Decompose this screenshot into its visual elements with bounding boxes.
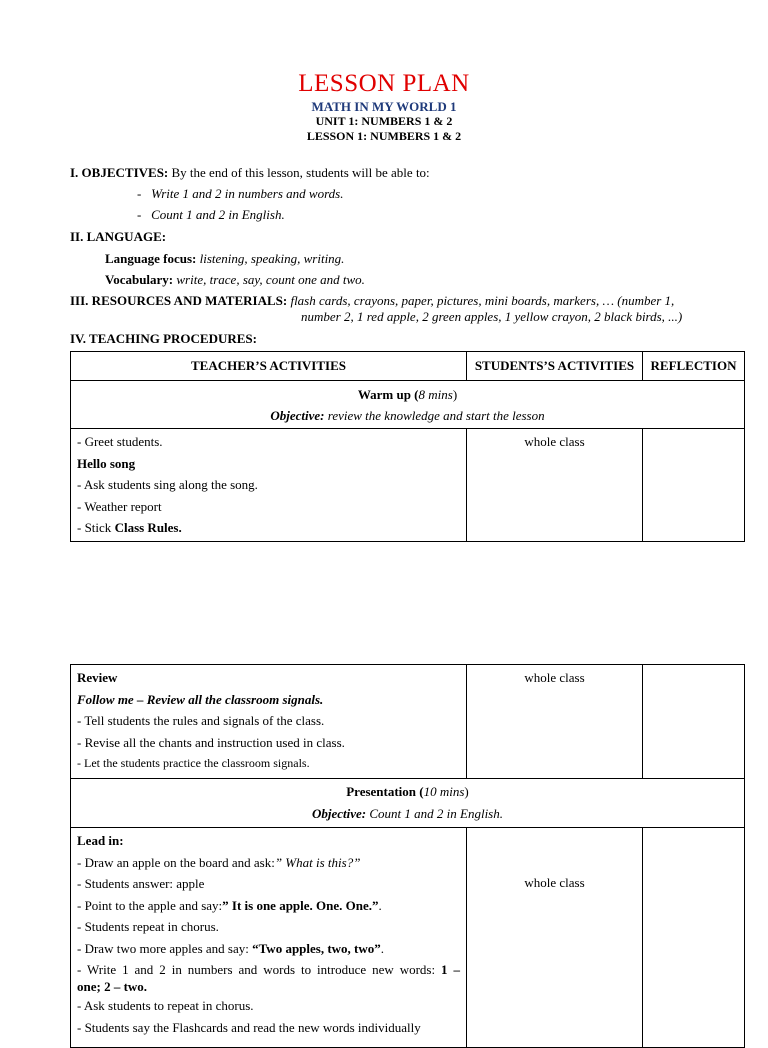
presentation-objective: Objective: Count 1 and 2 in English. xyxy=(311,806,503,821)
col-students-header: STUDENTS’S ACTIVITIES xyxy=(467,352,643,381)
warmup-line: - Ask students sing along the song. xyxy=(77,477,258,492)
students-activity: whole class xyxy=(524,875,585,890)
review-line: - Tell students the rules and signals of the class. xyxy=(77,713,325,728)
objective-item: - Count 1 and 2 in English. xyxy=(137,207,285,222)
table-header-row xyxy=(71,352,745,381)
warmup-line: - Stick Class Rules. xyxy=(77,520,182,535)
col-teacher-header: TEACHER’S ACTIVITIES xyxy=(71,352,467,381)
warmup-line: - Weather report xyxy=(77,498,162,514)
language-label: II. LANGUAGE: xyxy=(70,229,167,244)
presentation-title: Presentation (10 mins) xyxy=(346,784,469,799)
leadin-row xyxy=(71,828,745,1048)
review-title: Review xyxy=(77,670,118,685)
review-line: - Revise all the chants and instruction used in class. xyxy=(77,734,345,750)
language-focus: Language focus: listening, speaking, writing. xyxy=(105,251,345,266)
leadin-line: - Draw two more apples and say: “Two apples, two, two”. xyxy=(77,940,385,956)
warmup-line: - Greet students. xyxy=(77,434,163,449)
reflection-cell xyxy=(643,828,745,1048)
review-follow: Follow me – Review all the classroom signals. xyxy=(77,691,324,707)
unit-title: UNIT 1: NUMBERS 1 & 2 xyxy=(315,114,453,128)
lesson-title: LESSON 1: NUMBERS 1 & 2 xyxy=(306,129,462,143)
review-line: - Let the students practice the classroom signals. xyxy=(77,756,310,770)
procedures-table-continued xyxy=(70,664,745,1048)
warmup-objective: Objective: review the knowledge and start the lesson xyxy=(270,408,545,423)
reflection-cell xyxy=(643,665,745,779)
review-row xyxy=(71,665,745,779)
leadin-line: - Students repeat in chorus. xyxy=(77,919,219,934)
leadin-line: - Students say the Flashcards and read the new words individually xyxy=(77,1019,421,1035)
leadin-line: - Draw an apple on the board and ask:” What is this?” xyxy=(77,854,361,870)
reflection-cell xyxy=(643,429,745,542)
leadin-line: - Students answer: apple xyxy=(77,876,205,891)
page-title: LESSON PLAN xyxy=(298,70,470,97)
procedures-label: IV. TEACHING PROCEDURES: xyxy=(70,331,257,346)
leadin-title: Lead in: xyxy=(77,833,124,848)
objectives-label: I. OBJECTIVES: xyxy=(70,165,169,180)
resources-label: III. RESOURCES AND MATERIALS: xyxy=(70,293,288,308)
leadin-line: - Ask students to repeat in chorus. xyxy=(77,998,254,1013)
warmup-section-row xyxy=(71,381,745,429)
objectives-line xyxy=(70,165,430,181)
presentation-section-row xyxy=(71,779,745,828)
resources-line-2: number 2, 1 red apple, 2 green apples, 1 yellow crayon, 2 black birds, ...) xyxy=(301,309,683,324)
hello-song: Hello song xyxy=(77,455,136,471)
procedures-table xyxy=(70,351,745,542)
objective-item: - Write 1 and 2 in numbers and words. xyxy=(137,186,344,201)
resources-line: III. RESOURCES AND MATERIALS: flash cards, crayons, paper, pictures, mini boards, markers, … (number 1, xyxy=(70,293,675,308)
col-reflection-header: REFLECTION xyxy=(643,352,745,381)
course-title: MATH IN MY WORLD 1 xyxy=(311,99,457,114)
leadin-line: - Write 1 and 2 in numbers and words to introduce new words: 1 – one; 2 – two. xyxy=(77,962,461,994)
leadin-line: - Point to the apple and say:” It is one apple. One. One.”. xyxy=(77,897,382,913)
table-row xyxy=(71,429,745,542)
students-activity: whole class xyxy=(524,434,585,449)
objectives-intro: By the end of this lesson, students will be able to: xyxy=(171,165,430,180)
students-activity: whole class xyxy=(524,670,585,685)
vocabulary: Vocabulary: write, trace, say, count one and two. xyxy=(105,272,365,287)
warmup-title: Warm up (8 mins) xyxy=(357,387,458,402)
